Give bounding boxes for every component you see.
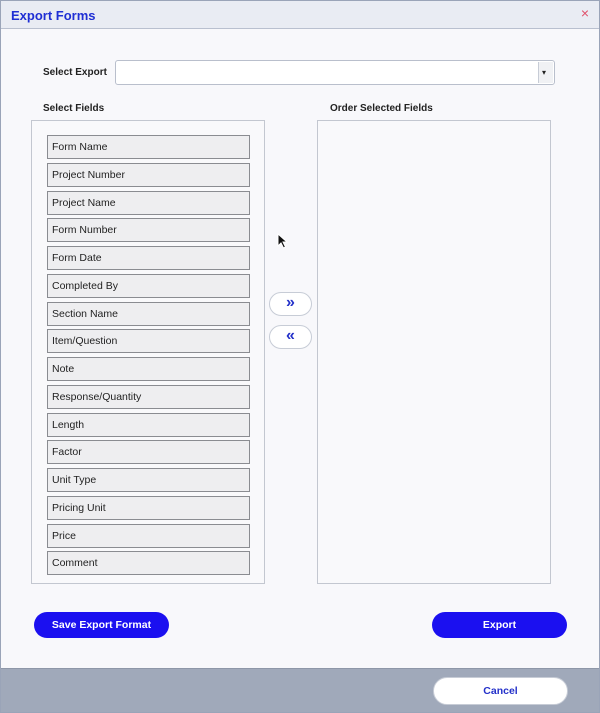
double-chevron-right-icon: » xyxy=(286,294,295,311)
field-item[interactable]: Unit Type xyxy=(47,468,250,492)
select-fields-label: Select Fields xyxy=(43,103,105,114)
field-item[interactable]: Comment xyxy=(47,551,250,575)
order-selected-fields-list[interactable] xyxy=(317,120,551,584)
select-export-dropdown[interactable] xyxy=(115,60,555,85)
add-fields-button[interactable] xyxy=(269,292,312,316)
field-item[interactable]: Length xyxy=(47,413,250,437)
dialog-title: Export Forms xyxy=(11,8,96,23)
close-icon[interactable]: × xyxy=(580,5,589,21)
double-chevron-left-icon: « xyxy=(286,327,295,344)
field-item[interactable]: Project Number xyxy=(47,163,250,187)
field-item[interactable]: Note xyxy=(47,357,250,381)
field-item[interactable]: Completed By xyxy=(47,274,250,298)
field-item[interactable]: Form Number xyxy=(47,218,250,242)
cancel-button[interactable]: Cancel xyxy=(433,677,568,705)
select-fields-list xyxy=(31,120,265,584)
field-item[interactable]: Form Name xyxy=(47,135,250,159)
mouse-pointer-icon xyxy=(277,233,289,249)
field-item[interactable]: Project Name xyxy=(47,191,250,215)
field-item[interactable]: Section Name xyxy=(47,302,250,326)
remove-fields-button[interactable] xyxy=(269,325,312,349)
field-item[interactable]: Form Date xyxy=(47,246,250,270)
dialog-titlebar xyxy=(1,1,599,29)
field-item[interactable]: Response/Quantity xyxy=(47,385,250,409)
dropdown-toggle-button[interactable] xyxy=(538,62,553,83)
select-export-label: Select Export xyxy=(43,67,107,78)
save-export-format-button[interactable]: Save Export Format xyxy=(34,612,169,638)
chevron-down-icon: ▾ xyxy=(542,68,547,77)
field-item[interactable]: Price xyxy=(47,524,250,548)
export-button[interactable]: Export xyxy=(432,612,567,638)
field-item[interactable]: Item/Question xyxy=(47,329,250,353)
field-item[interactable]: Factor xyxy=(47,440,250,464)
order-selected-fields-label: Order Selected Fields xyxy=(330,103,433,114)
field-item[interactable]: Pricing Unit xyxy=(47,496,250,520)
